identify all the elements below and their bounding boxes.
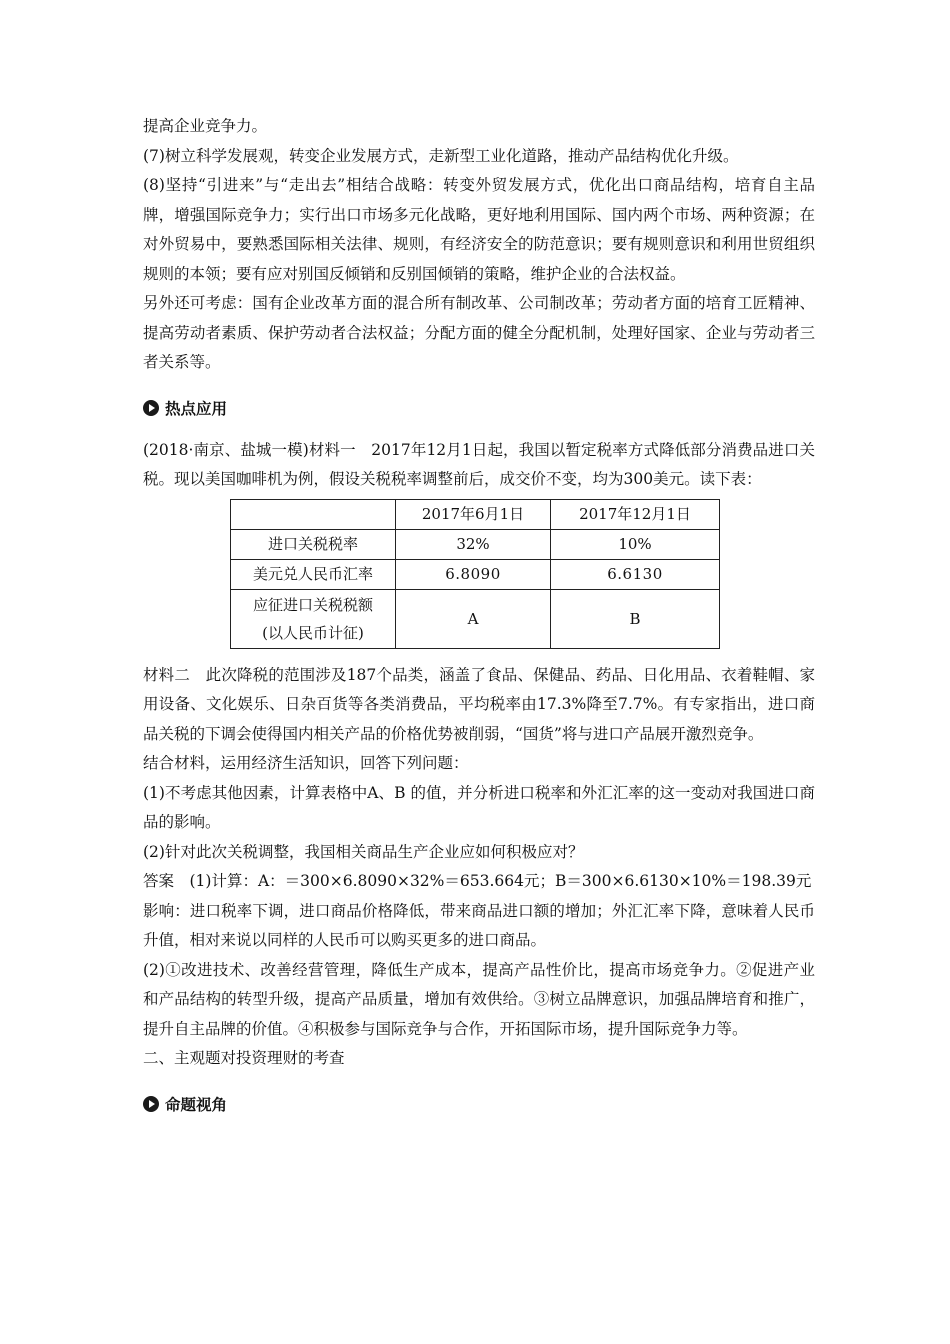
document-body bbox=[143, 112, 815, 1132]
table-cell: B bbox=[551, 589, 720, 648]
table-header-cell: 2017年12月1日 bbox=[551, 499, 720, 529]
material-one: (2018·南京、盐城一模)材料一 2017年12月1日起，我国以暂定税率方式降低部分消费品进口关税。现以美国咖啡机为例，假设关税税率调整前后，成交价不变，均为300美元。读下表： bbox=[143, 440, 815, 488]
paragraph: 另外还可考虑：国有企业改革方面的混合所有制改革、公司制改革；劳动者方面的培育工匠精神、提高劳动者素质、保护劳动者合法权益；分配方面的健全分配机制，处理好国家、企业与劳动者三者关系等。 bbox=[143, 294, 815, 371]
table-cell: 6.8090 bbox=[396, 559, 551, 589]
table-cell: 10% bbox=[551, 529, 720, 559]
table-header-cell: 2017年6月1日 bbox=[396, 499, 551, 529]
row-label-line: 应征进口关税税额 bbox=[252, 595, 373, 614]
table-cell: 32% bbox=[396, 529, 551, 559]
play-circle-icon bbox=[143, 1096, 159, 1112]
table-cell bbox=[231, 499, 396, 529]
prompt-text: 结合材料，运用经济生活知识，回答下列问题： bbox=[143, 754, 469, 772]
material-two: 材料二 此次降税的范围涉及187个品类，涵盖了食品、保健品、药品、日化用品、衣着鞋帽、家用设备、文化娱乐、日杂百货等各类消费品，平均税率由17.3%降至7.7%。有专家指出，进口商品关税的下调会使得国内相关产品的价格优势被削弱，“国货”将与进口产品展开激烈竞争。 bbox=[143, 665, 815, 743]
table-row bbox=[231, 559, 720, 589]
table-row bbox=[231, 529, 720, 559]
section-title: 热点应用 bbox=[165, 399, 228, 418]
section-heading-perspective bbox=[143, 1092, 815, 1116]
tariff-table bbox=[230, 499, 720, 649]
part-heading: 二、主观题对投资理财的考查 bbox=[143, 1049, 345, 1067]
paragraph: 提高企业竞争力。 bbox=[143, 117, 268, 135]
table-header-row bbox=[231, 499, 720, 529]
table-row bbox=[231, 589, 720, 648]
play-circle-icon bbox=[143, 400, 159, 416]
row-label bbox=[231, 589, 396, 648]
paragraph: (8)坚持“引进来”与“走出去”相结合战略：转变外贸发展方式，优化出口商品结构，培育自主品牌，增强国际竞争力；实行出口市场多元化战略，更好地利用国际、国内两个市场、两种资源；在对外贸易中，要熟悉国际相关法律、规则，有经济安全的防范意识；要有规则意识和利用世贸组织规则的本领；要有应对别国反倾销和反别国倾销的策略，维护企业的合法权益。 bbox=[143, 176, 815, 283]
row-label: 进口关税税率 bbox=[231, 529, 396, 559]
answer-one-impact: 影响：进口税率下调，进口商品价格降低，带来商品进口额的增加；外汇汇率下降，意味着人民币升值，相对来说以同样的人民币可以购买更多的进口商品。 bbox=[143, 901, 815, 949]
row-label-line: (以人民币计征) bbox=[262, 623, 364, 642]
question-two: (2)针对此次关税调整，我国相关商品生产企业应如何积极应对？ bbox=[143, 842, 584, 861]
table-cell: 6.6130 bbox=[551, 559, 720, 589]
section-title: 命题视角 bbox=[165, 1095, 228, 1114]
question-one: (1)不考虑其他因素，计算表格中A、B 的值，并分析进口税率和外汇汇率的这一变动对我国进口商品的影响。 bbox=[143, 783, 815, 831]
answer-one: 答案 (1)计算：A：＝300×6.8090×32%＝653.664元；B＝300×6.6130×10%＝198.39元 bbox=[143, 872, 812, 890]
row-label: 美元兑人民币汇率 bbox=[231, 559, 396, 589]
paragraph: (7)树立科学发展观，转变企业发展方式，走新型工业化道路，推动产品结构优化升级。 bbox=[143, 146, 739, 165]
table-cell: A bbox=[396, 589, 551, 648]
section-heading-hot-application bbox=[143, 396, 815, 420]
answer-two: (2)①改进技术、改善经营管理，降低生产成本，提高产品性价比，提高市场竞争力。②促进产业和产品结构的转型升级，提高产品质量，增加有效供给。③树立品牌意识，加强品牌培育和推广，提升自主品牌的价值。④积极参与国际竞争与合作，开拓国际市场，提升国际竞争力等。 bbox=[143, 960, 815, 1038]
